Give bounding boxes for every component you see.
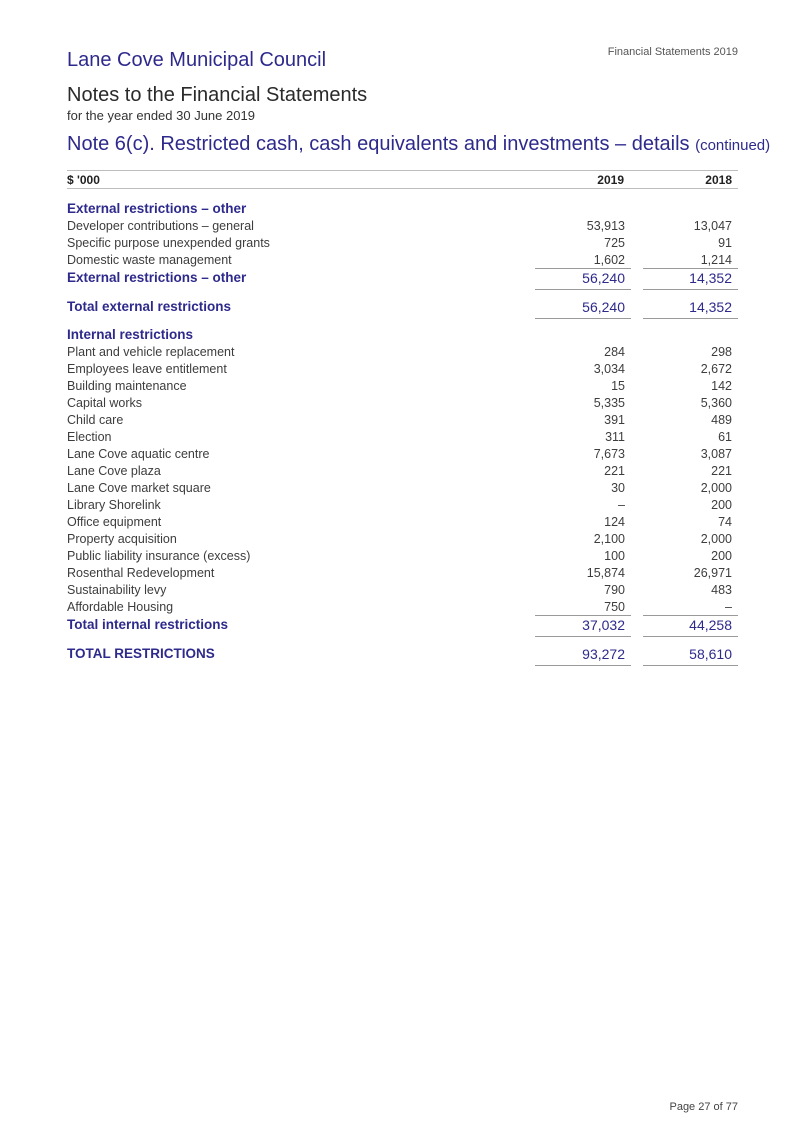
col-2019-header: 2019 [597,173,624,187]
table-row [67,413,738,430]
value-2018: 142 [711,379,732,393]
value-2018: 61 [718,430,732,444]
value-2019: 30 [611,481,625,495]
table-row [67,566,738,583]
table-row [67,549,738,566]
value-2019: 391 [604,413,625,427]
value-2019: 750 [604,600,625,614]
value-2019: 284 [604,345,625,359]
value-2018: 13,047 [693,219,732,233]
note-continued: (continued) [695,137,771,154]
row-label: Affordable Housing [67,600,174,614]
value-2018: 298 [711,345,732,359]
value-2019: 37,032 [535,617,625,633]
row-label: Plant and vehicle replacement [67,345,235,359]
row-label: Lane Cove plaza [67,464,161,478]
row-label: Capital works [67,396,143,410]
grand-total-row [67,646,738,663]
internal-section-heading [67,327,738,344]
table-row [67,379,738,396]
value-2019: 53,913 [586,219,625,233]
unit-label: $ '000 [67,173,100,187]
table-row [67,600,738,617]
value-2019: 93,272 [535,646,625,662]
value-2018: – [725,600,732,614]
table-row [67,396,738,413]
table-row [67,345,738,362]
table-row [67,253,738,270]
table-row [67,498,738,515]
external-subtotal-row [67,270,738,287]
table-row [67,219,738,236]
value-2018: 5,360 [700,396,732,410]
value-2019: 100 [604,549,625,563]
row-label: Property acquisition [67,532,177,546]
external-section-heading [67,201,738,218]
value-2018: 2,000 [700,532,732,546]
table-row [67,447,738,464]
value-2018: 2,000 [700,481,732,495]
row-label: Total external restrictions [67,299,232,314]
value-2018: 200 [711,498,732,512]
row-label: Employees leave entitlement [67,362,227,376]
internal-total-row [67,617,738,634]
value-2018: 74 [718,515,732,529]
row-label: Rosenthal Redevelopment [67,566,215,580]
row-label: Election [67,430,112,444]
table-column-header [67,170,738,189]
value-2018: 14,352 [643,270,732,286]
value-2018: 58,610 [643,646,732,662]
value-2019: 15 [611,379,625,393]
table-row [67,583,738,600]
row-label: Library Shorelink [67,498,161,512]
row-label: Domestic waste management [67,253,232,267]
row-label: Internal restrictions [67,327,194,342]
value-2019: 1,602 [593,253,625,267]
value-2018: 483 [711,583,732,597]
row-label: External restrictions – other [67,201,247,216]
row-label: External restrictions – other [67,270,247,285]
table-row [67,481,738,498]
value-2019: 5,335 [593,396,625,410]
period-subtitle: for the year ended 30 June 2019 [67,108,255,123]
value-2019: 725 [604,236,625,250]
value-2019: 56,240 [535,270,625,286]
note-title: Note 6(c). Restricted cash, cash equivalents and investments – details [67,133,690,155]
note-heading [67,133,770,156]
value-2018: 2,672 [700,362,732,376]
value-2018: 1,214 [700,253,732,267]
value-2019: 790 [604,583,625,597]
table-row [67,236,738,253]
external-total-row [67,299,738,316]
page-number: Page 27 of 77 [669,1101,738,1113]
table-row [67,362,738,379]
row-label: Lane Cove market square [67,481,211,495]
value-2019: 15,874 [586,566,625,580]
row-label: Total internal restrictions [67,617,229,632]
value-2018: 489 [711,413,732,427]
value-2019: 2,100 [593,532,625,546]
table-row [67,515,738,532]
value-2019: 311 [605,430,625,444]
row-label: Developer contributions – general [67,219,254,233]
row-label: Lane Cove aquatic centre [67,447,210,461]
value-2018: 14,352 [643,299,732,315]
value-2018: 26,971 [693,566,732,580]
value-2018: 221 [711,464,732,478]
row-label: Specific purpose unexpended grants [67,236,270,250]
value-2019: 7,673 [593,447,625,461]
row-label: Building maintenance [67,379,187,393]
value-2018: 91 [718,236,732,250]
value-2019: 221 [604,464,625,478]
notes-title: Notes to the Financial Statements [67,84,368,106]
row-label: Child care [67,413,124,427]
row-label: Office equipment [67,515,162,529]
col-2018-header: 2018 [705,173,732,187]
row-label: TOTAL RESTRICTIONS [67,646,215,661]
table-row [67,430,738,447]
table-row [67,532,738,549]
value-2018: 44,258 [643,617,732,633]
row-label: Public liability insurance (excess) [67,549,251,563]
statements-header: Financial Statements 2019 [607,46,738,58]
table-row [67,464,738,481]
value-2019: 3,034 [593,362,625,376]
value-2018: 200 [711,549,732,563]
value-2019: 124 [604,515,625,529]
value-2019: 56,240 [535,299,625,315]
row-label: Sustainability levy [67,583,167,597]
value-2019: – [618,498,625,512]
value-2018: 3,087 [700,447,732,461]
council-name: Lane Cove Municipal Council [67,49,327,71]
